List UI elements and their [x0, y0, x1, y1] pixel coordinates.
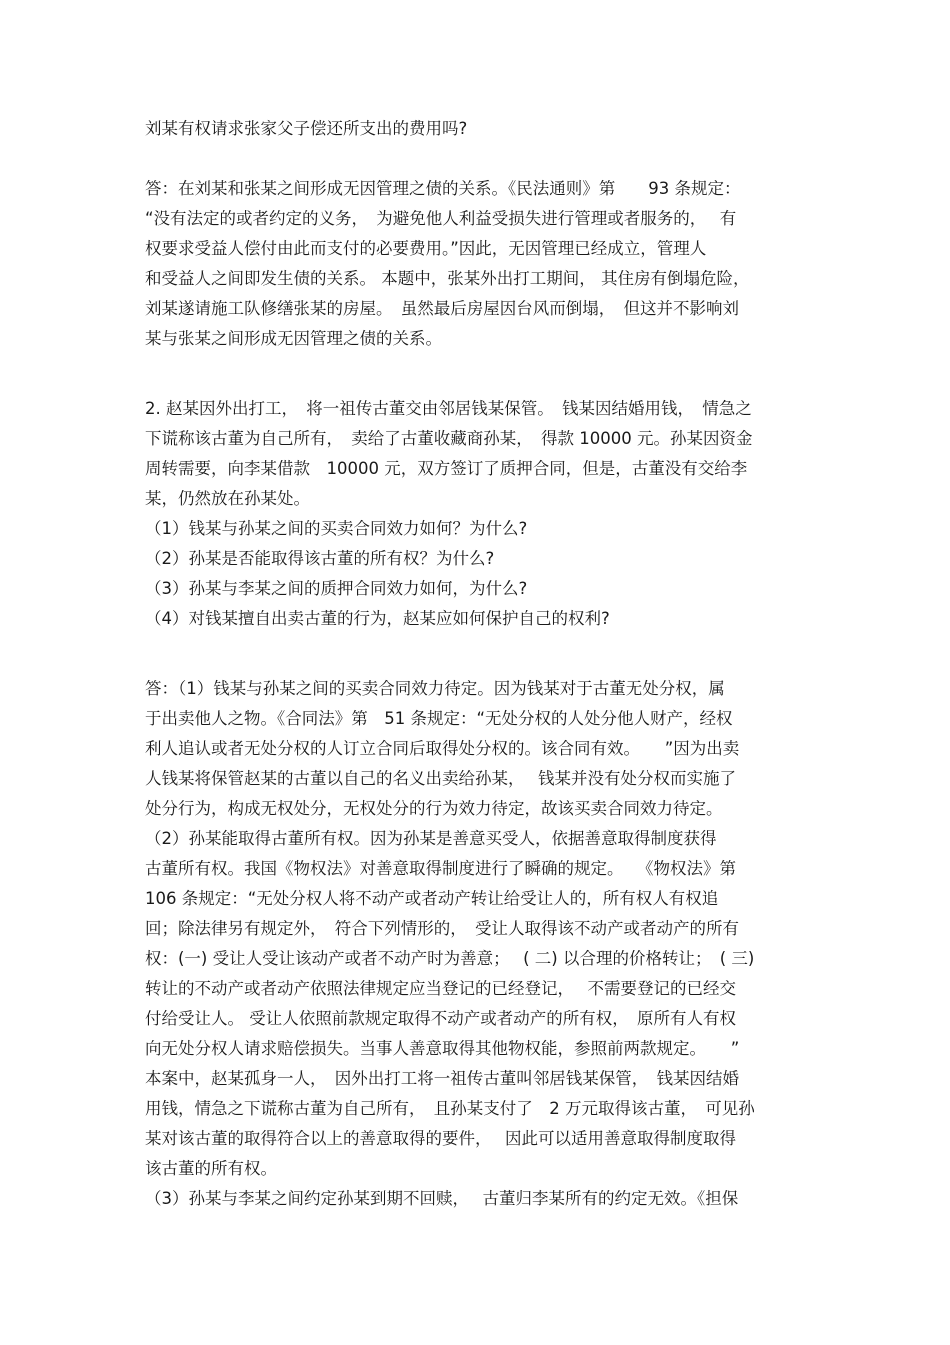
text-line: 权要求受益人偿付由此而支付的必要费用。”因此，无因管理已经成立，管理人	[145, 239, 707, 258]
text-line: “没有法定的或者约定的义务， 为避免他人利益受损失进行管理或者服务的， 有	[145, 209, 737, 228]
text-line: 古董所有权。我国《物权法》对善意取得制度进行了瞬确的规定。 《物权法》第	[145, 859, 736, 878]
text-line: 用钱，情急之下谎称古董为自己所有， 且孙某支付了 2 万元取得该古董， 可见孙	[145, 1099, 755, 1118]
question-item: （4）对钱某擅自出卖古董的行为，赵某应如何保护自己的权利?	[145, 609, 610, 628]
text-line: 向无处分权人请求赔偿损失。当事人善意取得其他物权能，参照前两款规定。 ”	[145, 1039, 740, 1058]
text-line: 刘某遂请施工队修缮张某的房屋。 虽然最后房屋因台风而倒塌， 但这并不影响刘	[145, 299, 739, 318]
question-item: （3）孙某与李某之间的质押合同效力如何，为什么?	[145, 579, 528, 598]
text-line: 转让的不动产或者动产依照法律规定应当登记的已经登记， 不需要登记的已经交	[145, 979, 736, 998]
text-line: 本案中，赵某孤身一人， 因外出打工将一祖传古董叫邻居钱某保管， 钱某因结婚	[145, 1069, 739, 1088]
text-line: 付给受让人。 受让人依照前款规定取得不动产或者动产的所有权， 原所有人有权	[145, 1009, 736, 1028]
question-item: （1）钱某与孙某之间的买卖合同效力如何？为什么?	[145, 519, 528, 538]
text-line: 2. 赵某因外出打工， 将一祖传古董交由邻居钱某保管。 钱某因结婚用钱， 情急之	[145, 399, 752, 418]
text-line: 和受益人之间即发生债的关系。 本题中，张某外出打工期间， 其住房有倒塌危险，	[145, 269, 750, 288]
text-line: 利人追认或者无处分权的人订立合同后取得处分权的。该合同有效。 ”因为出卖	[145, 739, 740, 758]
text-line: 答：在刘某和张某之间形成无因管理之债的关系。《民法通则》第 93 条规定：	[145, 179, 741, 198]
text-line: 人钱某将保管赵某的古董以自己的名义出卖给孙某， 钱某并没有处分权而实施了	[145, 769, 736, 788]
text-line: 下谎称该古董为自己所有， 卖给了古董收藏商孙某， 得款 10000 元。孙某因资金	[145, 429, 753, 448]
text-line: 答：（1）钱某与孙某之间的买卖合同效力待定。因为钱某对于古董无处分权，属	[145, 679, 725, 698]
text-line: （2）孙某能取得古董所有权。因为孙某是善意买受人，依据善意取得制度获得	[145, 829, 717, 848]
text-line: 该古董的所有权。	[145, 1159, 277, 1178]
question-item: （2）孙某是否能取得该古董的所有权？为什么?	[145, 549, 495, 568]
text-line: 106 条规定：“无处分权人将不动产或者动产转让给受让人的，所有权人有权追	[145, 889, 719, 908]
text-line: 某，仍然放在孙某处。	[145, 489, 310, 508]
text-line: 某与张某之间形成无因管理之债的关系。	[145, 329, 442, 348]
text-line: 于出卖他人之物。《合同法》第 51 条规定：“无处分权的人处分他人财产，经权	[145, 709, 733, 728]
text-line: 周转需要，向李某借款 10000 元，双方签订了质押合同，但是，古董没有交给李	[145, 459, 748, 478]
text-line: 回；除法律另有规定外， 符合下列情形的， 受让人取得该不动产或者动产的所有	[145, 919, 739, 938]
text-line: 某对该古董的取得符合以上的善意取得的要件， 因此可以适用善意取得制度取得	[145, 1129, 736, 1148]
text-line: 刘某有权请求张家父子偿还所支出的费用吗?	[145, 119, 468, 138]
text-line: （3）孙某与李某之间约定孙某到期不回赎， 古董归李某所有的约定无效。《担保	[145, 1189, 739, 1208]
text-line: 处分行为，构成无权处分，无权处分的行为效力待定，故该买卖合同效力待定。	[145, 799, 723, 818]
text-line: 权：(一) 受让人受让该动产或者不动产时为善意； ( 二) 以合理的价格转让； ( 三)	[145, 949, 755, 968]
